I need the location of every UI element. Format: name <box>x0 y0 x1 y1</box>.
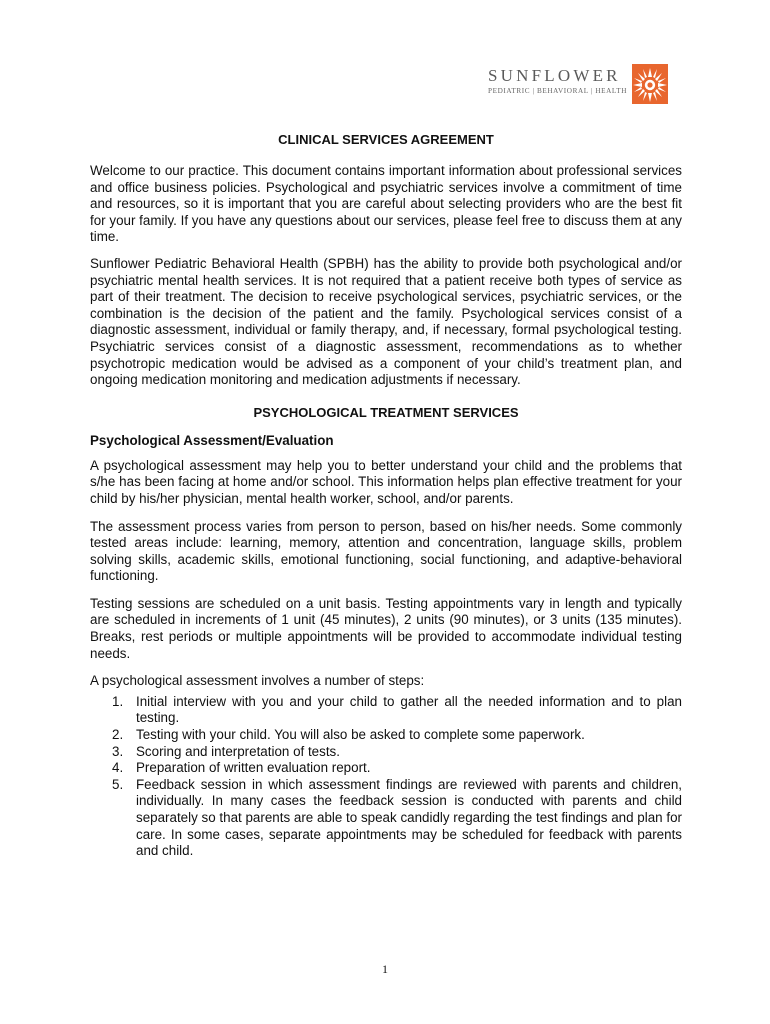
list-item: 3. Scoring and interpretation of tests. <box>112 743 340 759</box>
process-paragraph: The assessment process varies from person to person, based on his/her needs. Some commonly tested areas include: learning, memory, attention and concentration, language skills, problem solving skills, academic skills, emotional functioning, social functioning, and adaptive-behavioral functioning. <box>90 518 682 584</box>
sunflower-logo <box>484 62 670 108</box>
document-body <box>90 128 682 860</box>
list-item: 1. Initial interview with you and your child to gather all the needed information and to plan testing. <box>112 693 682 726</box>
list-item: 2. Testing with your child. You will also be asked to complete some paperwork. <box>112 727 585 743</box>
sunflower-icon <box>632 64 668 104</box>
sessions-paragraph: Testing sessions are scheduled on a unit basis. Testing appointments vary in length and typically are scheduled in increments of 1 unit (45 minutes), 2 units (90 minutes), or 3 units (135 minutes). Breaks, rest periods or multiple appointments will be provided to accommodate individual testing needs. <box>90 595 682 661</box>
document-title: CLINICAL SERVICES AGREEMENT <box>278 132 494 147</box>
page-number: 1 <box>382 962 388 976</box>
assessment-paragraph: A psychological assessment may help you to better understand your child and the problems that s/he has been facing at home and/or school. This information helps plan effective treatment for your child by his/her physician, mental health worker, school, and/or parents. <box>90 457 682 506</box>
logo-tagline: PEDIATRIC | BEHAVIORAL | HEALTH <box>488 87 628 95</box>
logo-wordmark: SUNFLOWER <box>488 66 621 85</box>
steps-list <box>90 694 682 860</box>
about-paragraph: Sunflower Pediatric Behavioral Health (SPBH) has the ability to provide both psychological and/or psychiatric mental health services. It is not required that a patient receive both types of service as part of their treatment. The decision to receive psychological services, psychiatric services, or the combination is the decision of the patient and the family. Psychological services consist of a diagnostic assessment, individual or family therapy, and, if necessary, formal psychological testing. Psychiatric services consist of a diagnostic assessment, recommendations as to whether psychotropic medication would be advised as a component of your child’s treatment plan, and ongoing medication monitoring and medication adjustments if necessary. <box>90 255 682 388</box>
steps-intro: A psychological assessment involves a number of steps: <box>90 673 425 689</box>
list-item: 4. Preparation of written evaluation report. <box>112 760 371 776</box>
subheading: Psychological Assessment/Evaluation <box>90 432 334 448</box>
list-item: 5. Feedback session in which assessment findings are reviewed with parents and children, individually. In many cases the feedback session is conducted with parents and child separately so that parents are able to speak candidly regarding the test findings and plan for care. In some cases, separate appointments may be scheduled for feedback with parents and child. <box>112 776 682 859</box>
section-heading: PSYCHOLOGICAL TREATMENT SERVICES <box>253 404 519 420</box>
intro-paragraph: Welcome to our practice. This document contains important information about professional services and office business policies. Psychological and psychiatric services involve a commitment of time and resources, so it is important that you are careful about selecting providers who are the best fit for your family. If you have any questions about our services, please feel free to discuss them at any time. <box>90 163 682 245</box>
